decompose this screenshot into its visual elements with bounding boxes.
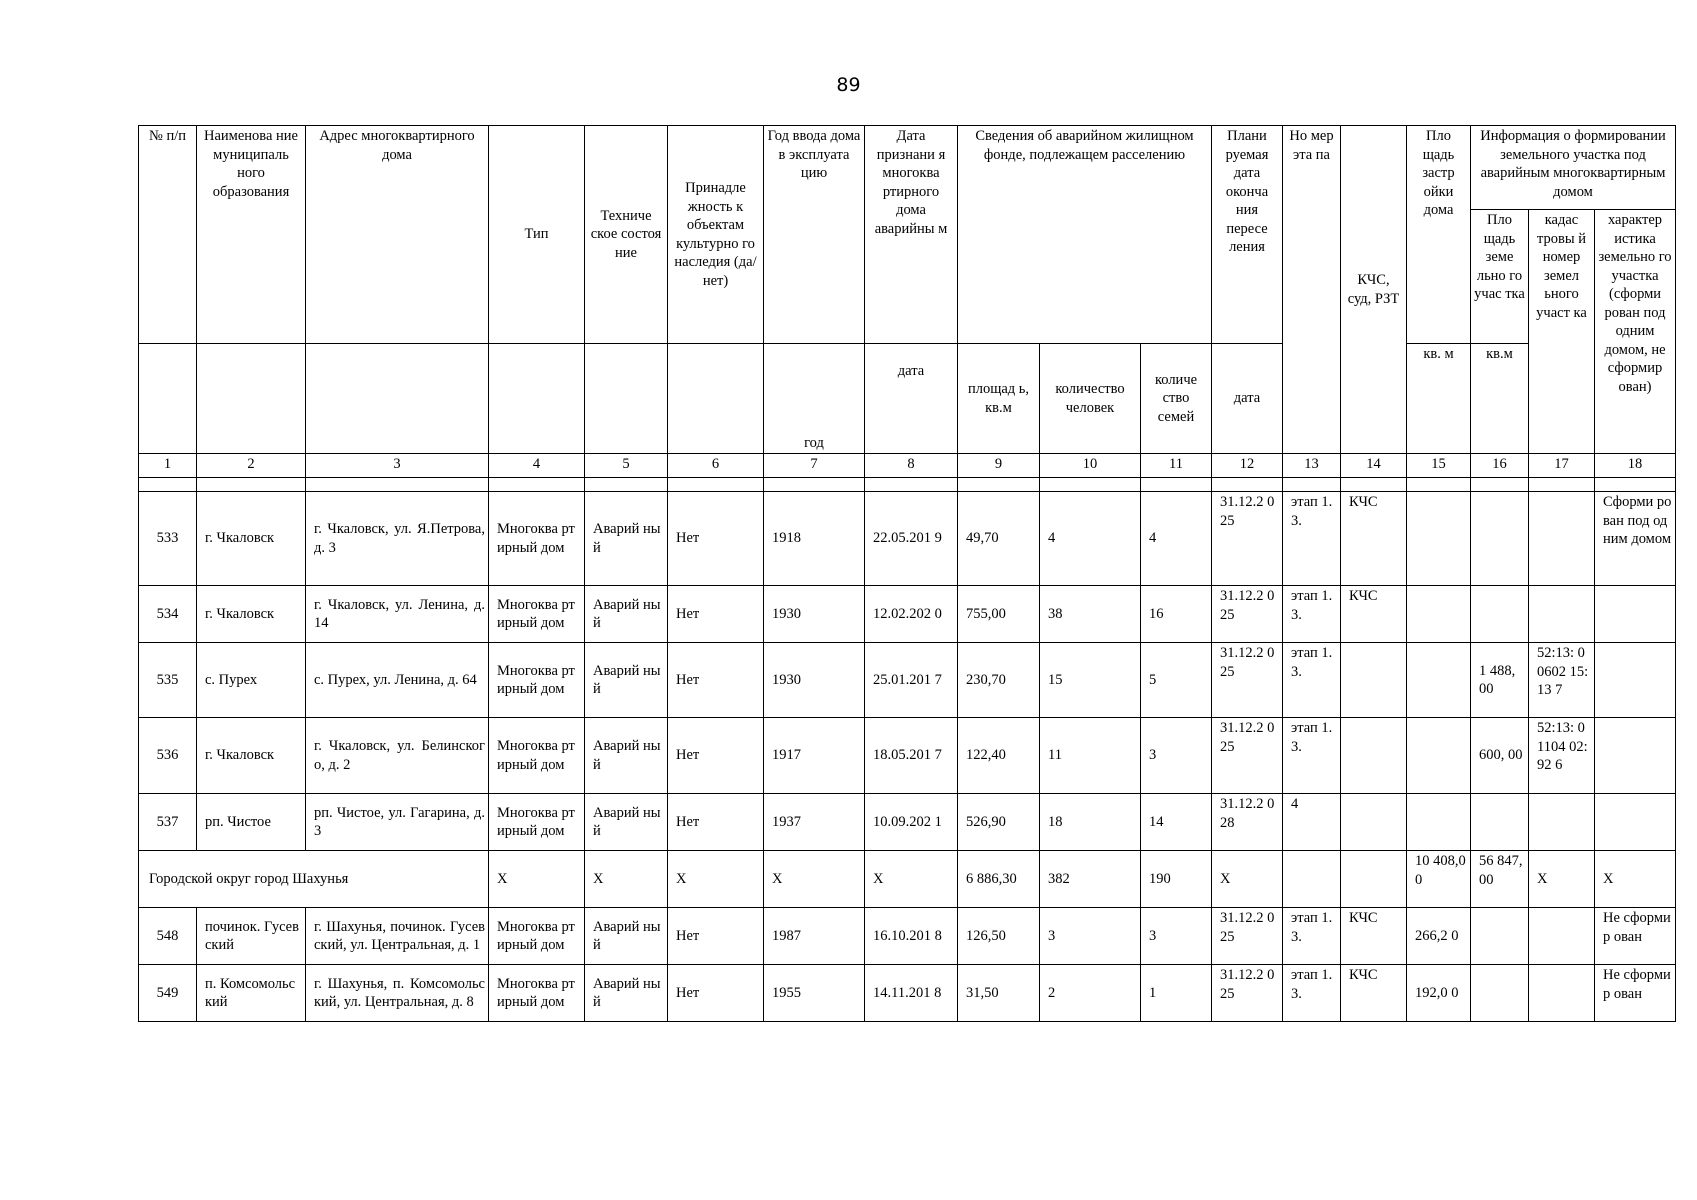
cell-build-area bbox=[1407, 586, 1471, 643]
cell-families: 14 bbox=[1141, 794, 1212, 851]
header-emergency-fund: Сведения об аварийном жилищном фонде, подлежащем расселению bbox=[958, 126, 1212, 344]
cell-date: 16.10.201 8 bbox=[865, 908, 958, 965]
cell-municipality: с. Пурех bbox=[197, 643, 306, 718]
cell-people: 38 bbox=[1040, 586, 1141, 643]
header-stage-number: Но мер эта па bbox=[1283, 126, 1341, 454]
cell-plan-date: 31.12.2 025 bbox=[1212, 586, 1283, 643]
cell-state: Аварий ный bbox=[585, 492, 668, 586]
cell-plan-date: 31.12.2 025 bbox=[1212, 492, 1283, 586]
page-number: 89 bbox=[836, 74, 861, 96]
cell-land-area bbox=[1471, 586, 1529, 643]
cell-year: 1987 bbox=[764, 908, 865, 965]
col-number: 9 bbox=[958, 454, 1040, 478]
cell-type: Многоква ртирный дом bbox=[489, 908, 585, 965]
cell-date: 10.09.202 1 bbox=[865, 794, 958, 851]
cell-municipality: п. Комсомольс кий bbox=[197, 965, 306, 1022]
cell-cadastre bbox=[1529, 794, 1595, 851]
cell-kchs bbox=[1341, 794, 1407, 851]
summary-stage bbox=[1283, 851, 1341, 908]
cell-stage: этап 1.3. bbox=[1283, 908, 1341, 965]
cell-land-character bbox=[1595, 718, 1676, 794]
header-kchs: КЧС, суд, РЗТ bbox=[1341, 126, 1407, 454]
cell-land-area bbox=[1471, 492, 1529, 586]
cell-cadastre bbox=[1529, 586, 1595, 643]
header-sub-people: количество человек bbox=[1040, 344, 1141, 454]
cell-num: 537 bbox=[139, 794, 197, 851]
header-recognition-date: Дата признани я многоква ртирного дома аварийны м bbox=[865, 126, 958, 344]
cell-area: 230,70 bbox=[958, 643, 1040, 718]
col-number: 11 bbox=[1141, 454, 1212, 478]
col-number: 8 bbox=[865, 454, 958, 478]
summary-state: Х bbox=[585, 851, 668, 908]
cell-land-character bbox=[1595, 586, 1676, 643]
cell-kchs bbox=[1341, 643, 1407, 718]
cell-land-area bbox=[1471, 965, 1529, 1022]
summary-families: 190 bbox=[1141, 851, 1212, 908]
cell-num: 535 bbox=[139, 643, 197, 718]
cell-families: 4 bbox=[1141, 492, 1212, 586]
cell-cadastre bbox=[1529, 492, 1595, 586]
cell-year: 1930 bbox=[764, 586, 865, 643]
col-number: 1 bbox=[139, 454, 197, 478]
header-address: Адрес многоквартирного дома bbox=[306, 126, 489, 344]
cell-cadastre bbox=[1529, 965, 1595, 1022]
col-number: 5 bbox=[585, 454, 668, 478]
cell-build-area bbox=[1407, 643, 1471, 718]
cell-num: 534 bbox=[139, 586, 197, 643]
cell-area: 31,50 bbox=[958, 965, 1040, 1022]
header-municipality: Наименова ние муниципаль ного образования bbox=[197, 126, 306, 344]
header-build-area: Пло щадь застр ойки дома bbox=[1407, 126, 1471, 344]
cell-date: 18.05.201 7 bbox=[865, 718, 958, 794]
summary-cadastre: Х bbox=[1529, 851, 1595, 908]
cell-municipality: г. Чкаловск bbox=[197, 586, 306, 643]
cell-date: 25.01.201 7 bbox=[865, 643, 958, 718]
header-tech-state: Техниче ское состоя ние bbox=[585, 126, 668, 344]
cell-municipality: рп. Чистое bbox=[197, 794, 306, 851]
summary-date: Х bbox=[865, 851, 958, 908]
cell-address: рп. Чистое, ул. Гагарина, д. 3 bbox=[306, 794, 489, 851]
cell-cadastre bbox=[1529, 908, 1595, 965]
cell-area: 755,00 bbox=[958, 586, 1040, 643]
col-number: 6 bbox=[668, 454, 764, 478]
cell-families: 3 bbox=[1141, 718, 1212, 794]
summary-land-area: 56 847, 00 bbox=[1471, 851, 1529, 908]
cell-land-area: 600, 00 bbox=[1471, 718, 1529, 794]
header-heritage: Принадле жность к объектам культурно го наследия (да/нет) bbox=[668, 126, 764, 344]
cell-cadastre: 52:13: 01104 02:92 6 bbox=[1529, 718, 1595, 794]
cell-type: Многоква ртирный дом bbox=[489, 718, 585, 794]
cell-num: 549 bbox=[139, 965, 197, 1022]
cell-people: 3 bbox=[1040, 908, 1141, 965]
cell-heritage: Нет bbox=[668, 908, 764, 965]
cell-address: г. Чкаловск, ул. Белинского, д. 2 bbox=[306, 718, 489, 794]
header-cadastre: кадас тровы й номер земел ьного участ ка bbox=[1529, 210, 1595, 454]
header-land-area: Пло щадь земе льно го учас тка bbox=[1471, 210, 1529, 344]
cell-build-area bbox=[1407, 718, 1471, 794]
summary-heritage: Х bbox=[668, 851, 764, 908]
header-sub-empty-5 bbox=[585, 344, 668, 454]
col-number: 15 bbox=[1407, 454, 1471, 478]
summary-label: Городской округ город Шахунья bbox=[139, 851, 489, 908]
column-numbers-row bbox=[139, 454, 1676, 478]
cell-build-area: 266,2 0 bbox=[1407, 908, 1471, 965]
header-year: Год ввода дома в эксплуата цию bbox=[764, 126, 865, 344]
cell-plan-date: 31.12.2 025 bbox=[1212, 908, 1283, 965]
cell-people: 11 bbox=[1040, 718, 1141, 794]
header-sub-planned-date: дата bbox=[1212, 344, 1283, 454]
cell-heritage: Нет bbox=[668, 965, 764, 1022]
cell-address: с. Пурех, ул. Ленина, д. 64 bbox=[306, 643, 489, 718]
summary-land-character: Х bbox=[1595, 851, 1676, 908]
cell-state: Аварий ный bbox=[585, 643, 668, 718]
table-row bbox=[139, 492, 1676, 586]
table-row bbox=[139, 908, 1676, 965]
header-type: Тип bbox=[489, 126, 585, 344]
cell-families: 3 bbox=[1141, 908, 1212, 965]
cell-municipality: г. Чкаловск bbox=[197, 718, 306, 794]
cell-num: 536 bbox=[139, 718, 197, 794]
cell-build-area bbox=[1407, 492, 1471, 586]
cell-stage: этап 1.3. bbox=[1283, 586, 1341, 643]
cell-land-character bbox=[1595, 643, 1676, 718]
cell-land-character: Не сформир ован bbox=[1595, 908, 1676, 965]
cell-state: Аварий ный bbox=[585, 794, 668, 851]
table-row bbox=[139, 586, 1676, 643]
summary-type: Х bbox=[489, 851, 585, 908]
cell-families: 1 bbox=[1141, 965, 1212, 1022]
header-row-1 bbox=[139, 126, 1676, 210]
cell-land-character bbox=[1595, 794, 1676, 851]
col-number: 17 bbox=[1529, 454, 1595, 478]
header-num: № п/п bbox=[139, 126, 197, 344]
cell-heritage: Нет bbox=[668, 643, 764, 718]
cell-build-area bbox=[1407, 794, 1471, 851]
col-number: 2 bbox=[197, 454, 306, 478]
cell-municipality: починок. Гусевский bbox=[197, 908, 306, 965]
cell-stage: этап 1.3. bbox=[1283, 718, 1341, 794]
cell-families: 16 bbox=[1141, 586, 1212, 643]
header-sub-empty-2 bbox=[197, 344, 306, 454]
cell-heritage: Нет bbox=[668, 492, 764, 586]
cell-families: 5 bbox=[1141, 643, 1212, 718]
header-sub-date: дата bbox=[865, 344, 958, 454]
cell-type: Многоква ртирный дом bbox=[489, 965, 585, 1022]
cell-people: 2 bbox=[1040, 965, 1141, 1022]
col-number: 16 bbox=[1471, 454, 1529, 478]
cell-municipality: г. Чкаловск bbox=[197, 492, 306, 586]
cell-kchs: КЧС bbox=[1341, 586, 1407, 643]
header-row-3 bbox=[139, 344, 1676, 454]
emergency-housing-table bbox=[138, 125, 1676, 1022]
summary-row bbox=[139, 851, 1676, 908]
cell-kchs: КЧС bbox=[1341, 492, 1407, 586]
cell-stage: этап 1.3. bbox=[1283, 492, 1341, 586]
cell-num: 533 bbox=[139, 492, 197, 586]
cell-num: 548 bbox=[139, 908, 197, 965]
summary-year: Х bbox=[764, 851, 865, 908]
cell-year: 1955 bbox=[764, 965, 865, 1022]
cell-year: 1937 bbox=[764, 794, 865, 851]
header-sub-empty-3 bbox=[306, 344, 489, 454]
cell-plan-date: 31.12.2 028 bbox=[1212, 794, 1283, 851]
cell-land-area bbox=[1471, 794, 1529, 851]
cell-state: Аварий ный bbox=[585, 965, 668, 1022]
header-sub-year: год bbox=[764, 344, 865, 454]
col-number: 14 bbox=[1341, 454, 1407, 478]
cell-heritage: Нет bbox=[668, 586, 764, 643]
header-planned-date: Плани руемая дата оконча ния пересе ления bbox=[1212, 126, 1283, 344]
col-number: 18 bbox=[1595, 454, 1676, 478]
cell-heritage: Нет bbox=[668, 794, 764, 851]
cell-type: Многоква ртирный дом bbox=[489, 492, 585, 586]
cell-date: 14.11.201 8 bbox=[865, 965, 958, 1022]
cell-plan-date: 31.12.2 025 bbox=[1212, 965, 1283, 1022]
spacer-row bbox=[139, 478, 1676, 492]
summary-build-area: 10 408,0 0 bbox=[1407, 851, 1471, 908]
cell-date: 12.02.202 0 bbox=[865, 586, 958, 643]
cell-heritage: Нет bbox=[668, 718, 764, 794]
header-sub-empty-1 bbox=[139, 344, 197, 454]
header-sub-empty-6 bbox=[668, 344, 764, 454]
cell-address: г. Шахунья, починок. Гусевский, ул. Центральная, д. 1 bbox=[306, 908, 489, 965]
table-row bbox=[139, 718, 1676, 794]
header-sub-families: количе ство семей bbox=[1141, 344, 1212, 454]
summary-kchs bbox=[1341, 851, 1407, 908]
cell-address: г. Шахунья, п. Комсомольский, ул. Центральная, д. 8 bbox=[306, 965, 489, 1022]
cell-area: 126,50 bbox=[958, 908, 1040, 965]
cell-land-character: Не сформир ован bbox=[1595, 965, 1676, 1022]
summary-area: 6 886,30 bbox=[958, 851, 1040, 908]
header-sub-empty-4 bbox=[489, 344, 585, 454]
cell-stage: 4 bbox=[1283, 794, 1341, 851]
cell-stage: этап 1.3. bbox=[1283, 643, 1341, 718]
cell-kchs bbox=[1341, 718, 1407, 794]
cell-year: 1918 bbox=[764, 492, 865, 586]
col-number: 7 bbox=[764, 454, 865, 478]
cell-year: 1930 bbox=[764, 643, 865, 718]
col-number: 4 bbox=[489, 454, 585, 478]
cell-type: Многоква ртирный дом bbox=[489, 586, 585, 643]
cell-year: 1917 bbox=[764, 718, 865, 794]
col-number: 3 bbox=[306, 454, 489, 478]
table-row bbox=[139, 965, 1676, 1022]
cell-type: Многоква ртирный дом bbox=[489, 794, 585, 851]
cell-land-character: Сформи рован под одним домом bbox=[1595, 492, 1676, 586]
table-row bbox=[139, 643, 1676, 718]
cell-land-area: 1 488, 00 bbox=[1471, 643, 1529, 718]
header-land-character: характер истика земельно го участка (сформи рован под одним домом, не сформир ован) bbox=[1595, 210, 1676, 454]
summary-people: 382 bbox=[1040, 851, 1141, 908]
table-row bbox=[139, 794, 1676, 851]
cell-kchs: КЧС bbox=[1341, 908, 1407, 965]
cell-people: 4 bbox=[1040, 492, 1141, 586]
cell-land-area bbox=[1471, 908, 1529, 965]
cell-state: Аварий ный bbox=[585, 718, 668, 794]
cell-plan-date: 31.12.2 025 bbox=[1212, 643, 1283, 718]
summary-plan-date: Х bbox=[1212, 851, 1283, 908]
cell-type: Многоква ртирный дом bbox=[489, 643, 585, 718]
cell-area: 122,40 bbox=[958, 718, 1040, 794]
header-sub-land-unit: кв.м bbox=[1471, 344, 1529, 454]
header-land-info: Информация о формировании земельного участка под аварийным многоквартирным домом bbox=[1471, 126, 1676, 210]
cell-cadastre: 52:13: 00602 15:13 7 bbox=[1529, 643, 1595, 718]
cell-people: 15 bbox=[1040, 643, 1141, 718]
cell-state: Аварий ный bbox=[585, 908, 668, 965]
cell-people: 18 bbox=[1040, 794, 1141, 851]
header-sub-area: площад ь, кв.м bbox=[958, 344, 1040, 454]
col-number: 13 bbox=[1283, 454, 1341, 478]
cell-date: 22.05.201 9 bbox=[865, 492, 958, 586]
cell-kchs: КЧС bbox=[1341, 965, 1407, 1022]
cell-area: 49,70 bbox=[958, 492, 1040, 586]
header-sub-build-unit: кв. м bbox=[1407, 344, 1471, 454]
cell-build-area: 192,0 0 bbox=[1407, 965, 1471, 1022]
cell-state: Аварий ный bbox=[585, 586, 668, 643]
col-number: 12 bbox=[1212, 454, 1283, 478]
cell-address: г. Чкаловск, ул. Ленина, д. 14 bbox=[306, 586, 489, 643]
col-number: 10 bbox=[1040, 454, 1141, 478]
cell-address: г. Чкаловск, ул. Я.Петрова, д. 3 bbox=[306, 492, 489, 586]
cell-area: 526,90 bbox=[958, 794, 1040, 851]
cell-plan-date: 31.12.2 025 bbox=[1212, 718, 1283, 794]
cell-stage: этап 1.3. bbox=[1283, 965, 1341, 1022]
